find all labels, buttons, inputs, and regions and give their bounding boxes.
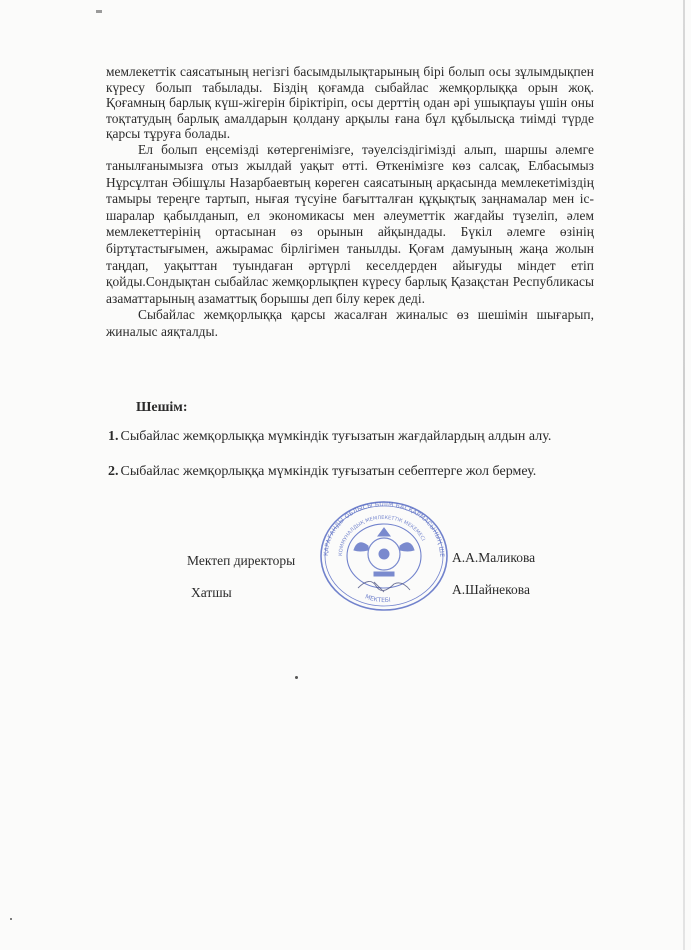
signature-name-director: А.А.Маликова xyxy=(452,550,536,565)
scan-dot xyxy=(10,918,12,920)
signature-name-secretary: А.Шайнекова xyxy=(452,582,530,597)
decision-item-text: Сыбайлас жемқорлыққа мүмкіндік туғызатын жағдайлардың алдын алу. xyxy=(120,429,552,444)
svg-text:ҚАРАҒАНДЫ ОБЛЫСЫ БІЛІМ БАСҚАРМ: ҚАРАҒАНДЫ ОБЛЫСЫ БІЛІМ БАСҚАРМАСЫНЫҢ ШЕ xyxy=(322,500,446,558)
decision-title: Шешім: xyxy=(136,400,188,415)
decision-item-1 xyxy=(108,428,551,446)
kazakhstan-emblem-seal-icon xyxy=(318,500,450,612)
signature-role-secretary: Хатшы xyxy=(191,585,232,600)
signature-role-director: Мектеп директоры xyxy=(187,553,296,568)
decision-item-number: 1. xyxy=(108,429,119,444)
decision-item-number: 2. xyxy=(108,464,119,479)
decision-item-text: Сыбайлас жемқорлыққа мүмкіндік туғызатын себептерге жол бермеу. xyxy=(120,464,537,479)
official-seal xyxy=(318,500,450,612)
scan-dot xyxy=(295,676,298,679)
paragraph-2: Ел болып еңсемізді көтергенімізге, тәуелсіздігімізді алып, шаршы әлемге танылғанымызға отыз жылдай уақыт өтті. Өткенімізге көз салсақ, Елбасымыз Нұрсұлтан Әбішұлы Назарбаевтың көреген саясатының арқасында мемлекетіміздің тамыры тереңге тартып, нығая түсуіне бағытталған құқықтық заңнамалар мен іс-шаралар қабылданып, ел экономикасы мен әлеуметтік жағдайы түзеліп, әлем мемлекеттерінің ортасынан өз орынын айқындады. Бүкіл әлемге өзінің біртұтастығымен, ажырамас бірлігімен танылды. Қоғам дамуының жаңа жолын таңдап, уақыттан туындаған әртүрлі кеселдерден айығуды міндет етіп қойды.Сондықтан сыбайлас жемқорлықпен күресу барлық Қазақстан Республикасы азаматтарының азаматтық борышы деп білу керек деді. xyxy=(106,141,594,306)
paragraph-3: Сыбайлас жемқорлыққа қарсы жасалған жиналыс өз шешімін шығарып, жиналыс аяқталды. xyxy=(106,307,594,340)
scan-mark xyxy=(96,10,102,13)
svg-text:МЕКТЕБІ: МЕКТЕБІ xyxy=(364,593,392,605)
paragraph-1: мемлекеттік саясатының негізгі басымдылықтарының бірі болып осы зұлымдықпен күресу болып табылады. Біздің қоғамда сыбайлас жемқорлыққа орын жоқ. Қоғамның барлық күш-жігерін біріктіріп, осы дерттің одан әрі ушықпауы үшін оны тоқтатудың барлық амалдарын қолдану арқылы ғана бұл құбылысқа тиімді түрде қарсы тұруға болады. xyxy=(106,64,594,141)
page-edge xyxy=(683,0,685,950)
decision-item-2 xyxy=(108,463,551,481)
decision-list xyxy=(108,428,551,481)
svg-text:КОММУНАЛДЫҚ МЕМЛЕКЕТТІК МЕКЕМЕ: КОММУНАЛДЫҚ МЕМЛЕКЕТТІК МЕКЕМЕСІ xyxy=(337,514,427,557)
body-text xyxy=(106,64,594,341)
